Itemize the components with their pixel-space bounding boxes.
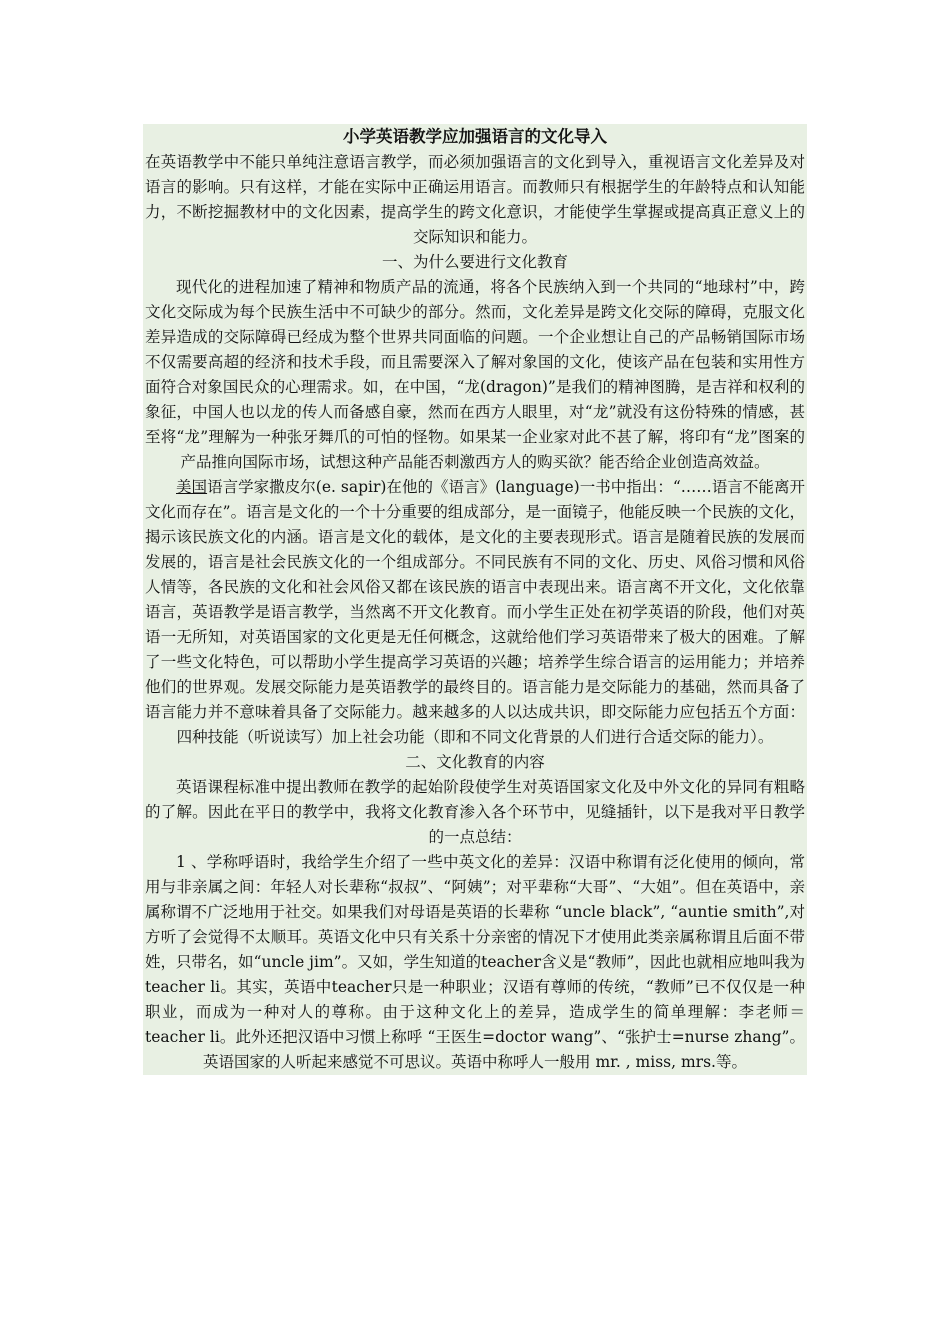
paragraph-sapir-text: 语言学家撒皮尔(e. sapir)在他的《语言》(language)一书中指出：“……语言不能离开文化而存在”。语言是文化的一个十分重要的组成部分，是一面镜子，他能反映一个民族的文化，揭示该民族文化的内涵。语言是文化的载体，是文化的主要表现形式。语言是随着民族的发展而发展的，语言是社会民族文化的一个组成部分。不同民族有不同的文化、历史、风俗习惯和风俗人情等，各民族的文化和社会风俗又都在该民族的语言中表现出来。语言离不开文化，文化依靠语言，英语教学是语言教学，当然离不开文化教育。而小学生正处在初学英语的阶段，他们对英语一无所知，对英语国家的文化更是无任何概念，这就给他们学习英语带来了极大的困难。了解了一些文化特色，可以帮助小学生提高学习英语的兴趣；培养学生综合语言的运用能力；并培养他们的世界观。发展交际能力是英语教学的最终目的。语言能力是交际能力的基础，然而具备了语言能力并不意味着具备了交际能力。越来越多的人以达成共识，即交际能力应包括五个方面：四种技能（听说读写）加上社会功能（即和不同文化背景的人们进行合适交际的能力）。 [145, 478, 805, 746]
document-title: 小学英语教学应加强语言的文化导入 [343, 127, 607, 146]
paragraph-curriculum: 英语课程标准中提出教师在教学的起始阶段使学生对英语国家文化及中外文化的异同有粗略的了解。因此在平日的教学中，我将文化教育渗入各个环节中，见缝插针，以下是我对平日教学的一点总结： [145, 778, 805, 846]
paragraph-address-terms: 1 、学称呼语时，我给学生介绍了一些中英文化的差异：汉语中称谓有泛化使用的倾向，常用与非亲属之间：年轻人对长辈称“叔叔”、“阿姨”；对平辈称“大哥”、“大姐”。但在英语中，亲属称谓不广泛地用于社交。如果我们对母语是英语的长辈称 “uncle black”, “auntie smith”,对方听了会觉得不太顺耳。英语文化中只有关系十分亲密的情况下才使用此类亲属称谓且后面不带姓，只带名，如“uncle jim”。又如，学生知道的teacher含义是“教师”，因此也就相应地叫我为teacher li。其实，英语中teacher只是一种职业；汉语有尊师的传统，“教师”已不仅仅是一种职业，而成为一种对人的尊称。由于这种文化上的差异，造成学生的简单理解：李老师＝teacher li。此外还把汉语中习惯上称呼 “王医生=doctor wang”、“张护士=nurse zhang”。英语国家的人听起来感觉不可思议。英语中称呼人一般用 mr. , miss, mrs.等。 [145, 853, 805, 1071]
section-heading-content: 二、文化教育的内容 [405, 753, 545, 771]
paragraph-sapir [143, 475, 807, 750]
document-body [143, 124, 807, 1075]
paragraph-globalization: 现代化的进程加速了精神和物质产品的流通，将各个民族纳入到一个共同的“地球村”中，跨文化交际成为每个民族生活中不可缺少的部分。然而，文化差异是跨文化交际的障碍，克服文化差异造成的交际障碍已经成为整个世界共同面临的问题。一个企业想让自己的产品畅销国际市场不仅需要高超的经济和技术手段，而且需要深入了解对象国的文化，使该产品在包装和实用性方面符合对象国民众的心理需求。如，在中国，“龙(dragon)”是我们的精神图腾，是吉祥和权利的象征，中国人也以龙的传人而备感自豪，然而在西方人眼里，对“龙”就没有这份特殊的情感，甚至将“龙”理解为一种张牙舞爪的可怕的怪物。如果某一企业家对此不甚了解，将印有“龙”图案的产品推向国际市场，试想这种产品能否刺激西方人的购买欲？能否给企业创造高效益。 [145, 278, 805, 471]
intro-paragraph: 在英语教学中不能只单纯注意语言教学，而必须加强语言的文化到导入，重视语言文化差异及对语言的影响。只有这样，才能在实际中正确运用语言。而教师只有根据学生的年龄特点和认知能力，不断挖掘教材中的文化因素，提高学生的跨文化意识，才能使学生掌握或提高真正意义上的交际知识和能力。 [145, 153, 805, 246]
underlined-lead-word: 美国 [176, 478, 208, 496]
section-heading-why: 一、为什么要进行文化教育 [381, 253, 568, 271]
